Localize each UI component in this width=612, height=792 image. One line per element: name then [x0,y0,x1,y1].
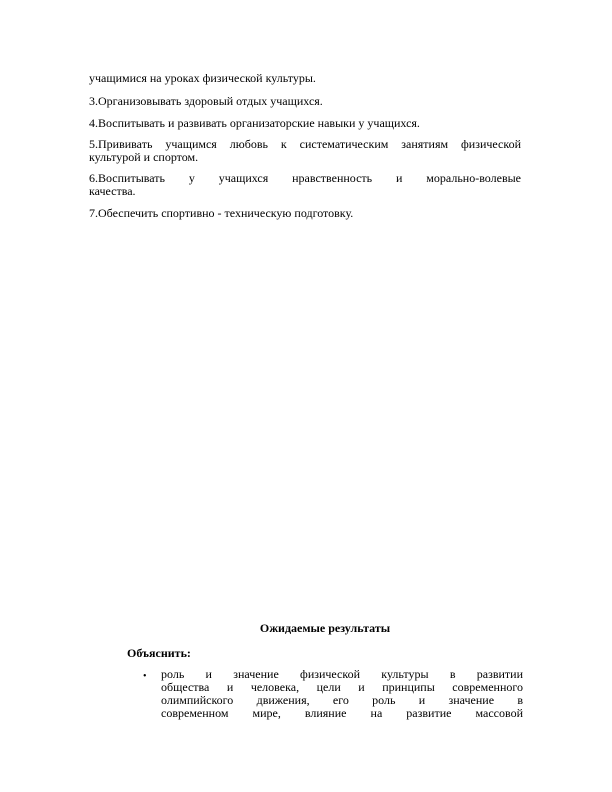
bullet-text-line-4: современном мире, влияние на развитие массовой [161,706,523,720]
list-item-7: 7.Обеспечить спортивно - техническую подготовку. [89,206,354,220]
section-subheading: Объяснить: [127,646,191,660]
list-item-4: 4.Воспитывать и развивать организаторские навыки у учащихся. [89,116,420,130]
list-item-5-line-1: 5.Прививать учащимся любовь к систематическим занятиям физической [89,137,521,151]
section-heading: Ожидаемые результаты [259,621,391,635]
bullet-text-line-2: общества и человека, цели и принципы современного [161,680,523,694]
list-item-3: 3.Организовывать здоровый отдых учащихся. [89,94,323,108]
bullet-text-line-1: роль и значение физической культуры в развитии [161,667,523,681]
text-line-continuation: учащимися на уроках физической культуры. [89,71,316,85]
list-item-6-line-2: качества. [89,184,136,198]
list-item-5-line-2: культурой и спортом. [89,150,199,164]
list-item-6-line-1: 6.Воспитывать у учащихся нравственность и морально-волевые [89,171,521,185]
bullet-text-line-3: олимпийского движения, его роль и значение в [161,693,523,707]
bullet-icon: • [143,671,147,682]
